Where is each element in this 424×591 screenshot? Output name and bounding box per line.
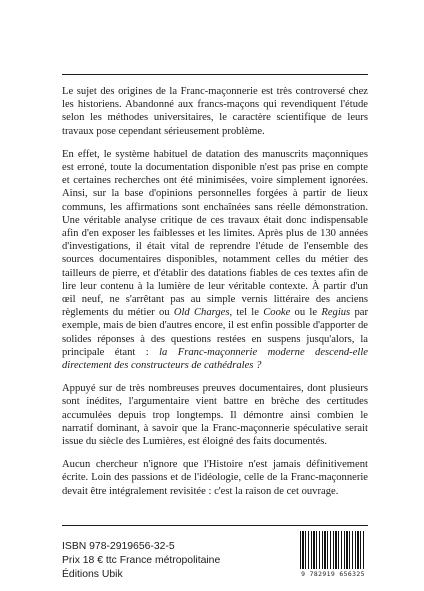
bottom-divider (62, 525, 368, 526)
paragraph-4: Aucun chercheur n'ignore que l'Histoire n'est jamais définitivement écrite. Loin des passions et de l'idéologie, celle de la Franc-maçonnerie devait être intégralement revisitée : c'est la raison de cet ouvrage. (62, 459, 368, 497)
paragraph-2-mid2: ou le (290, 307, 322, 319)
top-divider (62, 74, 368, 75)
paragraph-2-mid3: par exemple, mais de bien d'autres encore, il est enfin possible d'apporter de solides réponses à des questions restées en suspens jusqu'alors, la principale étant : (62, 307, 368, 358)
book-info (62, 540, 220, 582)
back-cover-text (62, 85, 368, 508)
paragraph-2-mid1: , tel le (229, 307, 264, 319)
isbn-number: ISBN 978-2919656-32-5 (62, 541, 175, 552)
paragraph-1: Le sujet des origines de la Franc-maçonnerie est très controversé chez les historiens. Abandonné aux francs-maçons qui revendiquent l'étude selon les méthodes universitaires, le caractère scientifique de leurs travaux pose cependant sérieusement problème. (62, 86, 368, 137)
barcode-bars-icon (300, 531, 366, 569)
paragraph-2-intro: En effet, le système habituel de datation des manuscrits maçonniques est erroné, toute la documentation disponible n'est pas prise en compte et certaines recherches ont été minimisées, voire simplement ignorées. Ainsi, sur la base d'opinions personnelles forgées à partir de lieux communs, les affirmations sont enchaînées sans réelle démonstration. Une véritable analyse critique de ces travaux était donc indispensable afin d'en exposer les faiblesses et les limites. Après plus de 130 années d'investigations, il était vital de reprendre l'étude de l'ensemble des sources documentaires disponibles, notamment celles du métier des tailleurs de pierre, et d'établir des datations fiables de ces textes afin de lire leur contenu à la lumière de leur véritable contexte. À partir d'un œil neuf, ne s'arrêtant pas au simple vernis littéraire des anciens règlements du métier ou (62, 148, 368, 319)
price-label: Prix 18 € ttc France métropolitaine (62, 555, 221, 566)
paragraph-3: Appuyé sur de très nombreuses preuves documentaires, dont plusieurs sont inédites, l'argumentaire vient battre en brèche des certitudes accumulées depuis trop longtemps. Il démontre ainsi combien le narratif dominant, à savoir que la Franc-maçonnerie spéculative serait issue du siècle des Lumières, est éloigné des faits documentés. (62, 383, 368, 448)
cooke-title: Cooke (263, 307, 291, 319)
old-charges-title: Old Charges (173, 307, 230, 319)
regius-title: Regius (321, 307, 351, 319)
publisher-name: Éditions Ubik (62, 569, 123, 580)
barcode-digits: 9 782919 656325 (301, 570, 365, 578)
paragraph-2 (62, 148, 368, 372)
main-question: la Franc-maçonnerie moderne descend-elle directement des constructeurs de cathédrales ? (62, 346, 368, 372)
barcode (296, 529, 370, 581)
